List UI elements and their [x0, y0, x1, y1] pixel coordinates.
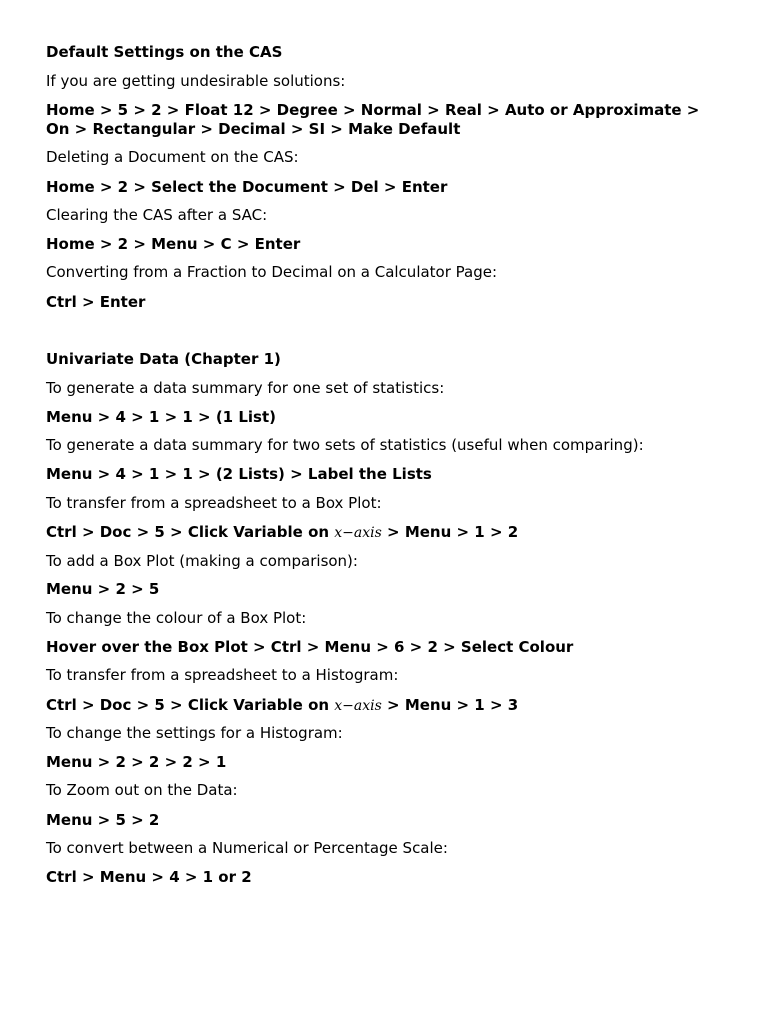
- instruction-steps-histogram-settings: Menu > 2 > 2 > 2 > 1: [46, 753, 227, 771]
- instruction-label: If you are getting undesirable solutions:: [46, 72, 346, 90]
- section-heading-univariate: Univariate Data (Chapter 1): [46, 350, 281, 368]
- instruction-steps-boxplot-add: Menu > 2 > 5: [46, 580, 160, 598]
- instruction-label: To convert between a Numerical or Percentage Scale:: [46, 839, 448, 857]
- instruction-label: Deleting a Document on the CAS:: [46, 148, 299, 166]
- instruction-label: Converting from a Fraction to Decimal on a Calculator Page:: [46, 263, 498, 281]
- instruction-label: To transfer from a spreadsheet to a Histogram:: [46, 666, 399, 684]
- steps-suffix: > Menu > 1 > 3: [381, 696, 519, 714]
- instruction-steps-default: Home > 5 > 2 > Float 12 > Degree > Normal > Real > Auto or Approximate > On > Rectangular > Decimal > SI > Make Default: [46, 101, 700, 138]
- math-x-axis: x−axis: [334, 525, 382, 541]
- instruction-steps-zoom: Menu > 5 > 2: [46, 811, 160, 829]
- instruction-label: Clearing the CAS after a SAC:: [46, 206, 268, 224]
- steps-prefix: Ctrl > Doc > 5 > Click Variable on: [46, 523, 335, 541]
- instruction-label: To change the colour of a Box Plot:: [46, 609, 307, 627]
- math-x-axis: x−axis: [334, 698, 382, 714]
- instruction-steps-scale: Ctrl > Menu > 4 > 1 or 2: [46, 868, 252, 886]
- instruction-steps-boxplot-transfer: [46, 523, 518, 543]
- instruction-steps-summary-two: Menu > 4 > 1 > 1 > (2 Lists) > Label the Lists: [46, 465, 432, 483]
- instruction-label: To Zoom out on the Data:: [46, 781, 238, 799]
- steps-prefix: Ctrl > Doc > 5 > Click Variable on: [46, 696, 335, 714]
- instruction-label: To generate a data summary for two sets of statistics (useful when comparing):: [46, 436, 644, 454]
- steps-suffix: > Menu > 1 > 2: [381, 523, 519, 541]
- instruction-label: To change the settings for a Histogram:: [46, 724, 343, 742]
- instruction-steps-boxplot-colour: Hover over the Box Plot > Ctrl > Menu > 6 > 2 > Select Colour: [46, 638, 574, 656]
- instruction-steps-summary-one: Menu > 4 > 1 > 1 > (1 List): [46, 408, 276, 426]
- instruction-steps-histogram-transfer: [46, 696, 518, 716]
- instruction-steps-convert: Ctrl > Enter: [46, 293, 146, 311]
- section-heading-default-settings: Default Settings on the CAS: [46, 43, 283, 61]
- instruction-label: To generate a data summary for one set of statistics:: [46, 379, 445, 397]
- instruction-label: To add a Box Plot (making a comparison):: [46, 552, 358, 570]
- instruction-steps-delete: Home > 2 > Select the Document > Del > Enter: [46, 178, 448, 196]
- instruction-steps-clear: Home > 2 > Menu > C > Enter: [46, 235, 301, 253]
- instruction-label: To transfer from a spreadsheet to a Box Plot:: [46, 494, 382, 512]
